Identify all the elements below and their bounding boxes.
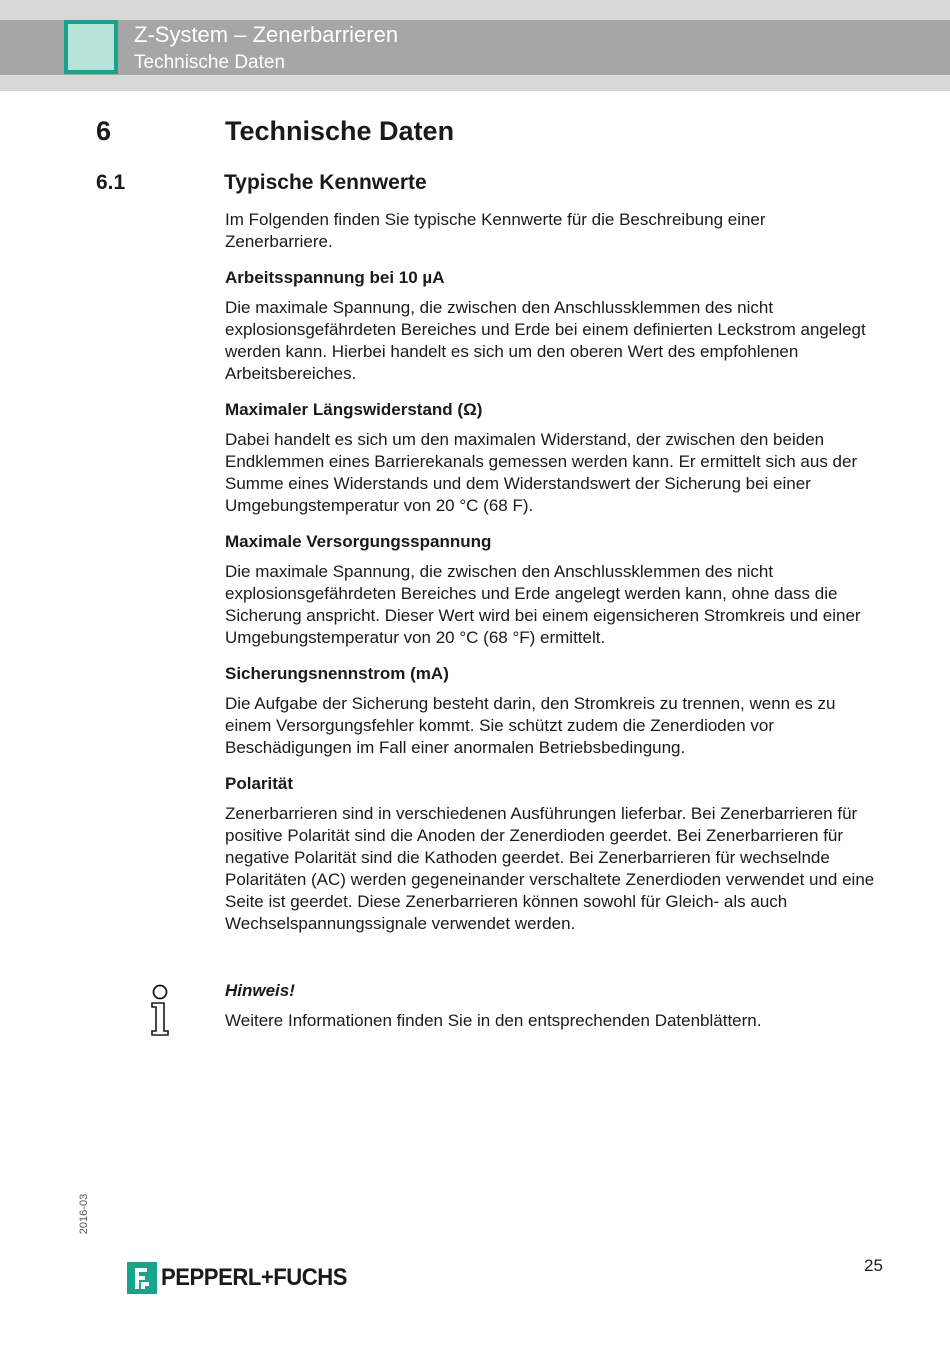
header-square-inner <box>68 24 114 70</box>
section-title: Typische Kennwerte <box>224 171 427 194</box>
header-title: Z-System – Zenerbarrieren <box>134 22 399 47</box>
pepperl-fuchs-logo <box>127 1261 363 1295</box>
subsection-heading: Maximaler Längswiderstand (Ω) <box>225 400 483 419</box>
subsection-paragraph: Die maximale Spannung, die zwischen den Anschlussklemmen des nicht explosionsgefährdeten Bereiches und Erde bei einem definierten Leckstrom angelegt werden kann. Hierbei handelt es sich um den oberen Wert des empfohlenen Arbeitsbereiches. <box>225 298 866 383</box>
subsection-paragraph: Zenerbarrieren sind in verschiedenen Ausführungen lieferbar. Bei Zenerbarrieren für positive Polarität sind die Anoden der Zenerdioden geerdet. Bei Zenerbarrieren für negative Polarität sind die Kathoden geerdet. Bei Zenerbarrieren für wechselnde Polaritäten (AC) werden gegeneinander verschaltete Zenerdioden verwendet und eine Seite ist geerdet. Diese Zenerbarrieren können sowohl für Gleich- als auch Wechselspannungssignale verwendet werden. <box>225 804 875 933</box>
document-date: 2016-03 <box>78 1193 90 1235</box>
chapter-number: 6 <box>96 116 112 146</box>
subsection-heading: Arbeitsspannung bei 10 µA <box>225 268 445 287</box>
note-block <box>225 980 875 1046</box>
subsection-paragraph: Die maximale Spannung, die zwischen den Anschlussklemmen des nicht explosionsgefährdeten Bereiches und Erde angelegt werden kann, ohne dass die Sicherung anspricht. Dieser Wert wird bei einem eigensicheren Stromkreis und einer Umgebungstemperatur von 20 °C (68 °F) ermittelt. <box>225 562 861 647</box>
pepperl-fuchs-logo-icon <box>127 1262 157 1294</box>
header-subtitle: Technische Daten <box>134 52 286 73</box>
subsection-paragraph: Die Aufgabe der Sicherung besteht darin, den Stromkreis zu trennen, wenn es zu einem Versorgungsfehler kommt. Sie schützt zudem die Zenerdioden vor Beschädigungen im Fall einer anormalen Betriebsbedingung. <box>225 694 836 757</box>
content-body <box>225 209 875 949</box>
page-number: 25 <box>864 1256 883 1275</box>
header-square-icon <box>64 20 118 74</box>
subsection-paragraph: Dabei handelt es sich um den maximalen Widerstand, der zwischen den beiden Endklemmen eines Barrierekanals gemessen werden kann. Er ermittelt sich aus der Summe eines Widerstands und dem Widerstandswert der Sicherung bei einer Umgebungstemperatur von 20 °C (68 F). <box>225 430 858 515</box>
note-title: Hinweis! <box>225 981 295 1000</box>
subsection-heading: Sicherungsnennstrom (mA) <box>225 664 449 683</box>
subsection-heading: Polarität <box>225 774 294 793</box>
subsection-heading: Maximale Versorgungsspannung <box>225 532 492 551</box>
note-text: Weitere Informationen finden Sie in den entsprechenden Datenblättern. <box>225 1011 762 1030</box>
section-number: 6.1 <box>96 171 126 194</box>
chapter-title: Technische Daten <box>225 116 455 146</box>
intro-paragraph: Im Folgenden finden Sie typische Kennwerte für die Beschreibung einer Zenerbarriere. <box>225 210 766 251</box>
info-icon <box>147 983 173 1037</box>
header-bottom-band <box>0 75 950 91</box>
brand-name: PEPPERL+FUCHS <box>161 1264 348 1291</box>
header-top-band <box>0 0 950 20</box>
